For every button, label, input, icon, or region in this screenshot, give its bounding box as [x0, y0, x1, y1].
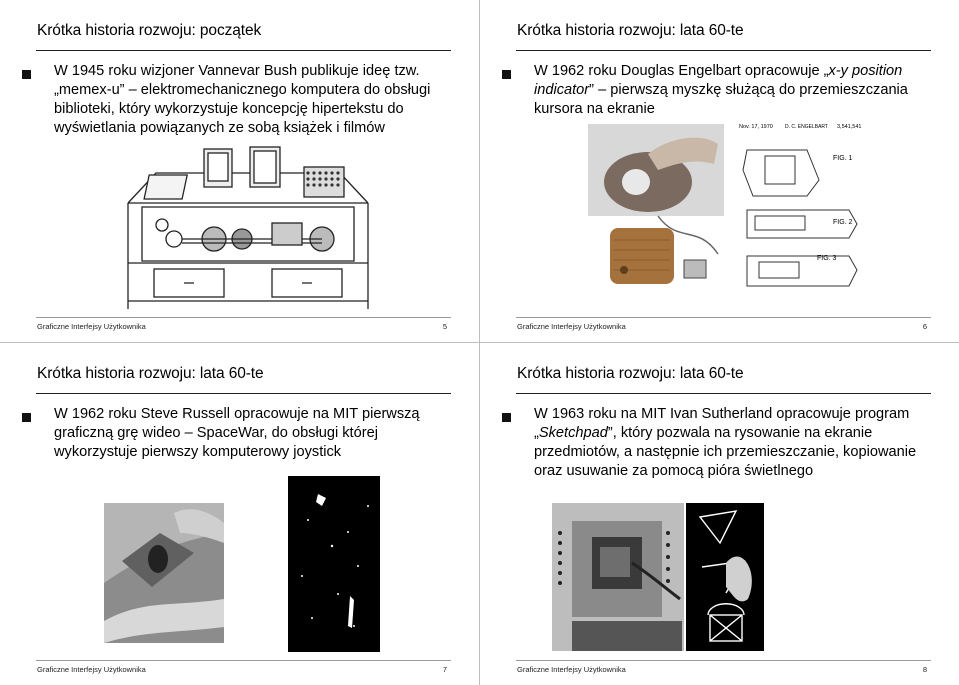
- patent-fig1-label: FIG. 1: [833, 155, 853, 162]
- bullet-text-end: ”, który pozwala na rysowanie na ekranie przedmiotów, a następnie ich przemieszczanie, kopiowanie oraz usuwanie za pomocą pióra świetlnego: [534, 425, 917, 479]
- footer-text: Graficzne Interfejsy Użytkownika: [517, 665, 626, 674]
- page-number: 6: [922, 322, 927, 331]
- patent-fig3-label: FIG. 3: [817, 255, 837, 262]
- slide-title: Krótka historia rozwoju: lata 60-te: [517, 22, 744, 39]
- title-rule: [36, 50, 451, 51]
- slide-5: [0, 0, 479, 342]
- patent-drawing: [737, 120, 867, 310]
- footer-text: Graficzne Interfejsy Użytkownika: [517, 322, 626, 331]
- bullet-text: [534, 405, 935, 481]
- memex-illustration: [122, 143, 374, 309]
- bullet-marker: [502, 70, 511, 79]
- bullet-text-start: W 1963 roku na MIT Ivan Sutherland opracowuje program „: [534, 406, 910, 441]
- bullet-marker: [502, 413, 511, 422]
- bullet-text: W 1945 roku wizjoner Vannevar Bush publikuje ideę tzw. „memex-u” – elektromechanicznego komputera do obsługi biblioteki, który wykorzystuje koncepcję hipertekstu do wyświetlania powiązanych ze sobą książek i filmów: [54, 63, 431, 136]
- bullet-text-start: W 1962 roku Douglas Engelbart opracowuje „: [534, 63, 829, 79]
- footer-rule: [516, 317, 931, 318]
- slide-7: [0, 343, 479, 685]
- page-number: 8: [922, 665, 927, 674]
- bullet-marker: [22, 70, 31, 79]
- joystick-photo: [104, 503, 224, 643]
- bullet-text-italic: Sketchpad: [538, 425, 608, 441]
- page-number: 5: [442, 322, 447, 331]
- footer-text: Graficzne Interfejsy Użytkownika: [37, 322, 146, 331]
- patent-fig2-label: FIG. 2: [833, 219, 853, 226]
- slide-6: [480, 0, 959, 342]
- slide-title: Krótka historia rozwoju: początek: [37, 22, 262, 39]
- patent-inventor: D. C. ENGELBART: [785, 124, 828, 130]
- footer-rule: [516, 660, 931, 661]
- slide-8: [480, 343, 959, 685]
- title-rule: [36, 393, 451, 394]
- title-rule: [516, 393, 931, 394]
- slide-title: Krótka historia rozwoju: lata 60-te: [517, 365, 744, 382]
- spacewar-screen: [288, 476, 380, 652]
- title-rule: [516, 50, 931, 51]
- page-number: 7: [442, 665, 447, 674]
- bullet-marker: [22, 413, 31, 422]
- footer-text: Graficzne Interfejsy Użytkownika: [37, 665, 146, 674]
- sketchpad-console-photo: [552, 503, 684, 651]
- patent-date: Nov. 17, 1970: [739, 124, 773, 130]
- bullet-text: W 1962 roku Steve Russell opracowuje na MIT pierwszą graficzną grę wideo – SpaceWar, do obsługi której wykorzystuje pierwszy komputerowy joystick: [54, 406, 420, 460]
- patent-number: 3,541,541: [837, 124, 862, 130]
- footer-rule: [36, 660, 451, 661]
- bullet-text-italic: x-y position indicator: [534, 63, 903, 98]
- bullet-text: [534, 62, 935, 119]
- slide-title: Krótka historia rozwoju: lata 60-te: [37, 365, 264, 382]
- sketchpad-drawings: [686, 503, 764, 651]
- footer-rule: [36, 317, 451, 318]
- bullet-text-end: ” – pierwszą myszkę służącą do przemieszczania kursora na ekranie: [534, 82, 908, 117]
- engelbart-mouse-photo: [588, 124, 724, 310]
